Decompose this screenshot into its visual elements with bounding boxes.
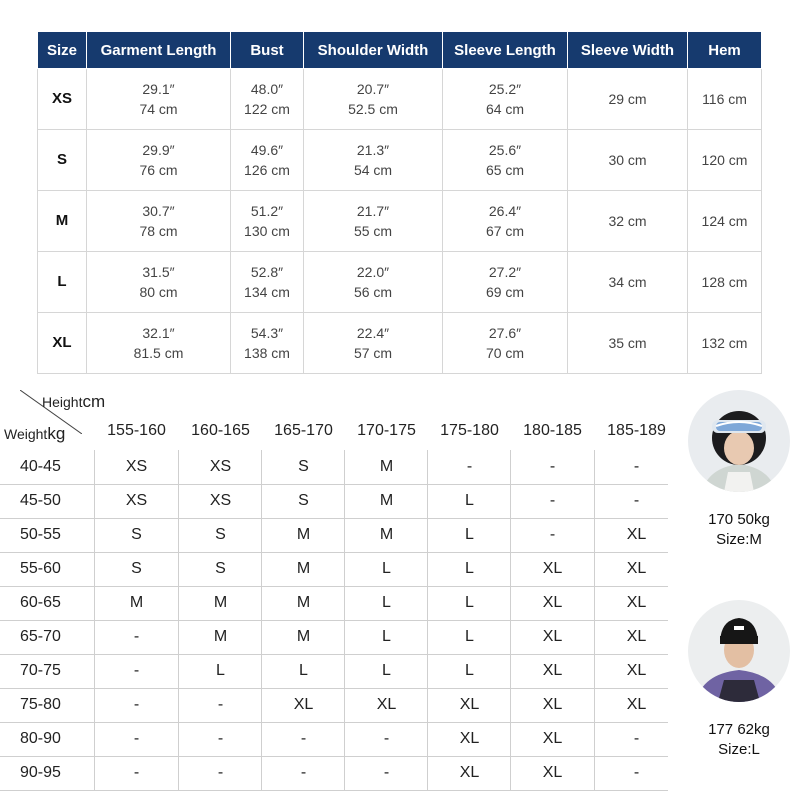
garment-length-cell bbox=[87, 69, 231, 130]
recommended-size-cell: - bbox=[633, 730, 640, 747]
hem-cell bbox=[688, 191, 762, 252]
weight-row bbox=[0, 654, 668, 689]
sleeve-width-cell-value: 30 cm bbox=[608, 152, 647, 168]
header-bust: Bust bbox=[231, 32, 304, 69]
weight-unit: kg bbox=[47, 424, 66, 443]
weight-row bbox=[0, 620, 668, 655]
sleeve-length-cell bbox=[443, 130, 568, 191]
sleeve-width-cell-value: 34 cm bbox=[608, 274, 647, 290]
recommended-size-cell: L bbox=[382, 594, 391, 611]
sleeve-width-cell-value: 35 cm bbox=[608, 335, 647, 351]
bust-cell-value: 126 cm bbox=[244, 162, 290, 178]
sleeve-length-cell-value: 27.6″ bbox=[488, 325, 522, 341]
height-column-header: 165-170 bbox=[274, 422, 333, 439]
height-column-header: 175-180 bbox=[440, 422, 499, 439]
recommended-size-cell: L bbox=[465, 526, 474, 543]
sleeve-width-cell-value: 29 cm bbox=[608, 91, 647, 107]
recommended-size-cell: - bbox=[133, 764, 140, 781]
recommended-size-cell: - bbox=[549, 458, 556, 475]
recommended-size-cell: - bbox=[466, 458, 473, 475]
shoulder-width-cell-value: 56 cm bbox=[353, 284, 393, 300]
hem-cell bbox=[688, 130, 762, 191]
sleeve-length-cell bbox=[443, 191, 568, 252]
height-column-header: 180-185 bbox=[523, 422, 582, 439]
model-1-size: Size:M bbox=[716, 531, 762, 548]
size-label-value: L bbox=[57, 273, 67, 290]
recommended-size-cell: L bbox=[465, 594, 474, 611]
shoulder-width-cell-value: 21.7″ bbox=[356, 203, 390, 219]
hem-cell-value: 128 cm bbox=[701, 274, 748, 290]
weight-range-label: 70-75 bbox=[20, 662, 61, 679]
size-label-value: S bbox=[56, 151, 67, 168]
recommended-size-cell: XL bbox=[376, 696, 397, 713]
garment-length-cell-value: 76 cm bbox=[139, 162, 178, 178]
weight-range-label: 55-60 bbox=[20, 560, 61, 577]
sleeve-width-cell bbox=[568, 69, 688, 130]
recommended-size-cell: M bbox=[379, 458, 394, 475]
shoulder-width-cell-value: 57 cm bbox=[353, 345, 393, 361]
recommended-size-cell: XL bbox=[459, 764, 480, 781]
header-sleeve-width: Sleeve Width bbox=[568, 32, 688, 69]
hem-cell-value: 124 cm bbox=[701, 213, 748, 229]
garment-length-cell-value: 31.5″ bbox=[142, 264, 175, 280]
garment-length-cell-value: 81.5 cm bbox=[133, 345, 184, 361]
shoulder-width-cell-value: 21.3″ bbox=[356, 142, 390, 158]
recommended-size-cell: - bbox=[633, 764, 640, 781]
size-label-value: M bbox=[55, 212, 69, 229]
recommended-size-cell: - bbox=[217, 696, 224, 713]
model-1-stats: 170 50kg bbox=[708, 511, 770, 528]
sleeve-width-cell bbox=[568, 252, 688, 313]
garment-length-cell-value: 80 cm bbox=[139, 284, 178, 300]
sleeve-length-cell-value: 26.4″ bbox=[488, 203, 522, 219]
size-label bbox=[38, 69, 87, 130]
shoulder-width-cell-value: 22.4″ bbox=[356, 325, 390, 341]
weight-range-label: 65-70 bbox=[20, 628, 61, 645]
weight-axis-label bbox=[4, 424, 65, 444]
recommended-size-cell: - bbox=[633, 492, 640, 509]
recommended-size-cell: XL bbox=[542, 730, 563, 747]
garment-length-cell-value: 29.9″ bbox=[142, 142, 175, 158]
header-size: Size bbox=[38, 32, 87, 69]
recommended-size-cell: - bbox=[133, 730, 140, 747]
weight-range-label: 90-95 bbox=[20, 764, 61, 781]
size-row-m bbox=[38, 191, 762, 252]
height-column-header: 155-160 bbox=[107, 422, 166, 439]
shoulder-width-cell bbox=[304, 130, 443, 191]
recommended-size-cell: - bbox=[549, 526, 556, 543]
recommended-size-cell: - bbox=[383, 764, 390, 781]
recommended-size-cell: XL bbox=[459, 696, 480, 713]
model-1-avatar bbox=[688, 390, 790, 492]
recommended-size-cell: XS bbox=[209, 458, 232, 475]
recommended-size-cell: - bbox=[217, 730, 224, 747]
recommended-size-cell: L bbox=[382, 560, 391, 577]
recommended-size-cell: L bbox=[465, 492, 474, 509]
recommended-size-cell: XL bbox=[293, 696, 314, 713]
model-2-photo-icon bbox=[688, 600, 790, 702]
height-axis-label bbox=[42, 392, 105, 412]
size-label bbox=[38, 313, 87, 374]
hem-cell bbox=[688, 313, 762, 374]
recommended-size-cell: XS bbox=[125, 458, 148, 475]
recommended-size-cell: - bbox=[133, 628, 140, 645]
bust-cell bbox=[231, 69, 304, 130]
weight-row bbox=[0, 586, 668, 621]
height-column-header: 160-165 bbox=[191, 422, 250, 439]
recommended-size-cell: XL bbox=[626, 560, 647, 577]
garment-length-cell-value: 29.1″ bbox=[142, 81, 175, 97]
bust-cell-value: 138 cm bbox=[244, 345, 290, 361]
sleeve-length-cell-value: 25.2″ bbox=[488, 81, 522, 97]
garment-length-cell bbox=[87, 313, 231, 374]
recommended-size-cell: XL bbox=[626, 526, 647, 543]
weight-range-label: 80-90 bbox=[20, 730, 61, 747]
size-measurement-table bbox=[37, 31, 762, 374]
bust-cell-value: 48.0″ bbox=[250, 81, 284, 97]
recommended-size-cell: L bbox=[465, 560, 474, 577]
bust-cell-value: 122 cm bbox=[244, 101, 290, 117]
weight-range-label: 40-45 bbox=[20, 458, 61, 475]
recommended-size-cell: XS bbox=[125, 492, 148, 509]
header-garment-length: Garment Length bbox=[87, 32, 231, 69]
garment-length-cell-value: 32.1″ bbox=[142, 325, 175, 341]
recommended-size-cell: L bbox=[299, 662, 308, 679]
size-label-value: XL bbox=[52, 334, 72, 351]
recommended-size-cell: - bbox=[300, 764, 307, 781]
recommended-size-cell: S bbox=[131, 560, 142, 577]
bust-cell bbox=[231, 313, 304, 374]
recommended-size-cell: XL bbox=[542, 628, 563, 645]
sleeve-length-cell-value: 69 cm bbox=[485, 284, 525, 300]
sleeve-length-cell-value: 27.2″ bbox=[488, 264, 522, 280]
shoulder-width-cell bbox=[304, 191, 443, 252]
recommended-size-cell: S bbox=[131, 526, 142, 543]
shoulder-width-cell bbox=[304, 252, 443, 313]
recommended-size-cell: - bbox=[133, 662, 140, 679]
bust-cell-value: 51.2″ bbox=[250, 203, 284, 219]
recommended-size-cell: - bbox=[300, 730, 307, 747]
weight-row bbox=[0, 756, 668, 791]
sleeve-width-cell bbox=[568, 191, 688, 252]
recommended-size-cell: M bbox=[296, 560, 311, 577]
sleeve-length-cell-value: 64 cm bbox=[485, 101, 525, 117]
header-sleeve-length: Sleeve Length bbox=[443, 32, 568, 69]
recommended-size-cell: XL bbox=[542, 560, 563, 577]
weight-label-text: Weight bbox=[4, 426, 48, 442]
sleeve-width-cell-value: 32 cm bbox=[608, 213, 647, 229]
recommended-size-cell: XL bbox=[542, 594, 563, 611]
weight-row bbox=[0, 450, 668, 485]
recommended-size-cell: XL bbox=[542, 662, 563, 679]
weight-row bbox=[0, 484, 668, 519]
size-row-xs bbox=[38, 69, 762, 130]
weight-range-label: 75-80 bbox=[20, 696, 61, 713]
hem-cell bbox=[688, 252, 762, 313]
size-table-header-row bbox=[38, 32, 762, 69]
shoulder-width-cell-value: 20.7″ bbox=[356, 81, 390, 97]
recommended-size-cell: S bbox=[215, 560, 226, 577]
size-row-l bbox=[38, 252, 762, 313]
model-1-caption bbox=[684, 510, 794, 550]
recommended-size-cell: M bbox=[213, 628, 228, 645]
sleeve-length-cell bbox=[443, 252, 568, 313]
recommended-size-cell: L bbox=[382, 662, 391, 679]
header-shoulder-width: Shoulder Width bbox=[304, 32, 443, 69]
recommended-size-cell: XS bbox=[209, 492, 232, 509]
model-2-caption bbox=[684, 720, 794, 760]
sleeve-length-cell-value: 67 cm bbox=[485, 223, 525, 239]
garment-length-cell-value: 30.7″ bbox=[142, 203, 175, 219]
recommended-size-cell: - bbox=[633, 458, 640, 475]
model-2-stats: 177 62kg bbox=[708, 721, 770, 738]
sleeve-length-cell-value: 65 cm bbox=[485, 162, 525, 178]
recommended-size-cell: M bbox=[379, 492, 394, 509]
bust-cell bbox=[231, 130, 304, 191]
header-hem: Hem bbox=[688, 32, 762, 69]
height-column-header: 185-189 bbox=[607, 422, 666, 439]
hem-cell-value: 116 cm bbox=[702, 91, 747, 107]
shoulder-width-cell-value: 52.5 cm bbox=[348, 101, 398, 117]
recommended-size-cell: M bbox=[296, 594, 311, 611]
weight-row bbox=[0, 518, 668, 553]
sleeve-length-cell-value: 70 cm bbox=[485, 345, 525, 361]
size-label-value: XS bbox=[51, 90, 72, 107]
sleeve-length-cell bbox=[443, 69, 568, 130]
size-label bbox=[38, 252, 87, 313]
recommended-size-cell: S bbox=[298, 458, 309, 475]
weight-range-label: 50-55 bbox=[20, 526, 61, 543]
recommended-size-cell: XL bbox=[626, 594, 647, 611]
shoulder-width-cell-value: 22.0″ bbox=[356, 264, 390, 280]
sleeve-width-cell bbox=[568, 313, 688, 374]
bust-cell-value: 49.6″ bbox=[250, 142, 284, 158]
recommended-size-cell: S bbox=[298, 492, 309, 509]
weight-range-label: 60-65 bbox=[20, 594, 61, 611]
size-label bbox=[38, 130, 87, 191]
recommended-size-cell: - bbox=[133, 696, 140, 713]
shoulder-width-cell-value: 54 cm bbox=[353, 162, 393, 178]
recommended-size-cell: M bbox=[296, 628, 311, 645]
bust-cell-value: 54.3″ bbox=[250, 325, 284, 341]
recommended-size-cell: XL bbox=[626, 696, 647, 713]
garment-length-cell-value: 78 cm bbox=[139, 223, 178, 239]
recommended-size-cell: L bbox=[465, 662, 474, 679]
bust-cell bbox=[231, 252, 304, 313]
garment-length-cell bbox=[87, 252, 231, 313]
recommended-size-cell: L bbox=[216, 662, 225, 679]
weight-row bbox=[0, 722, 668, 757]
sleeve-length-cell-value: 25.6″ bbox=[488, 142, 522, 158]
recommended-size-cell: XL bbox=[626, 628, 647, 645]
hem-cell bbox=[688, 69, 762, 130]
size-label bbox=[38, 191, 87, 252]
bust-cell-value: 52.8″ bbox=[250, 264, 284, 280]
weight-row bbox=[0, 688, 668, 723]
size-row-xl bbox=[38, 313, 762, 374]
bust-cell-value: 134 cm bbox=[244, 284, 290, 300]
garment-length-cell bbox=[87, 130, 231, 191]
sleeve-length-cell bbox=[443, 313, 568, 374]
height-label-text: Height bbox=[42, 394, 83, 410]
model-2-size: Size:L bbox=[718, 741, 760, 758]
recommended-size-cell: XL bbox=[626, 662, 647, 679]
recommended-size-cell: XL bbox=[542, 764, 563, 781]
garment-length-cell-value: 74 cm bbox=[139, 101, 178, 117]
height-unit: cm bbox=[82, 392, 106, 411]
bust-cell-value: 130 cm bbox=[244, 223, 290, 239]
recommended-size-cell: - bbox=[217, 764, 224, 781]
garment-length-cell bbox=[87, 191, 231, 252]
sleeve-width-cell bbox=[568, 130, 688, 191]
recommended-size-cell: L bbox=[465, 628, 474, 645]
recommended-size-cell: L bbox=[382, 628, 391, 645]
shoulder-width-cell-value: 55 cm bbox=[353, 223, 393, 239]
hem-cell-value: 120 cm bbox=[701, 152, 748, 168]
model-1-photo-icon bbox=[688, 390, 790, 492]
recommended-size-cell: M bbox=[129, 594, 144, 611]
recommended-size-cell: M bbox=[213, 594, 228, 611]
weight-row bbox=[0, 552, 668, 587]
size-row-s bbox=[38, 130, 762, 191]
recommended-size-cell: M bbox=[379, 526, 394, 543]
recommended-size-cell: - bbox=[383, 730, 390, 747]
hem-cell-value: 132 cm bbox=[701, 335, 748, 351]
shoulder-width-cell bbox=[304, 69, 443, 130]
shoulder-width-cell bbox=[304, 313, 443, 374]
recommended-size-cell: XL bbox=[542, 696, 563, 713]
recommended-size-cell: - bbox=[549, 492, 556, 509]
height-column-header: 170-175 bbox=[357, 422, 416, 439]
bust-cell bbox=[231, 191, 304, 252]
weight-range-label: 45-50 bbox=[20, 492, 61, 509]
recommended-size-cell: XL bbox=[459, 730, 480, 747]
model-2-avatar bbox=[688, 600, 790, 702]
recommended-size-cell: M bbox=[296, 526, 311, 543]
recommended-size-cell: S bbox=[215, 526, 226, 543]
